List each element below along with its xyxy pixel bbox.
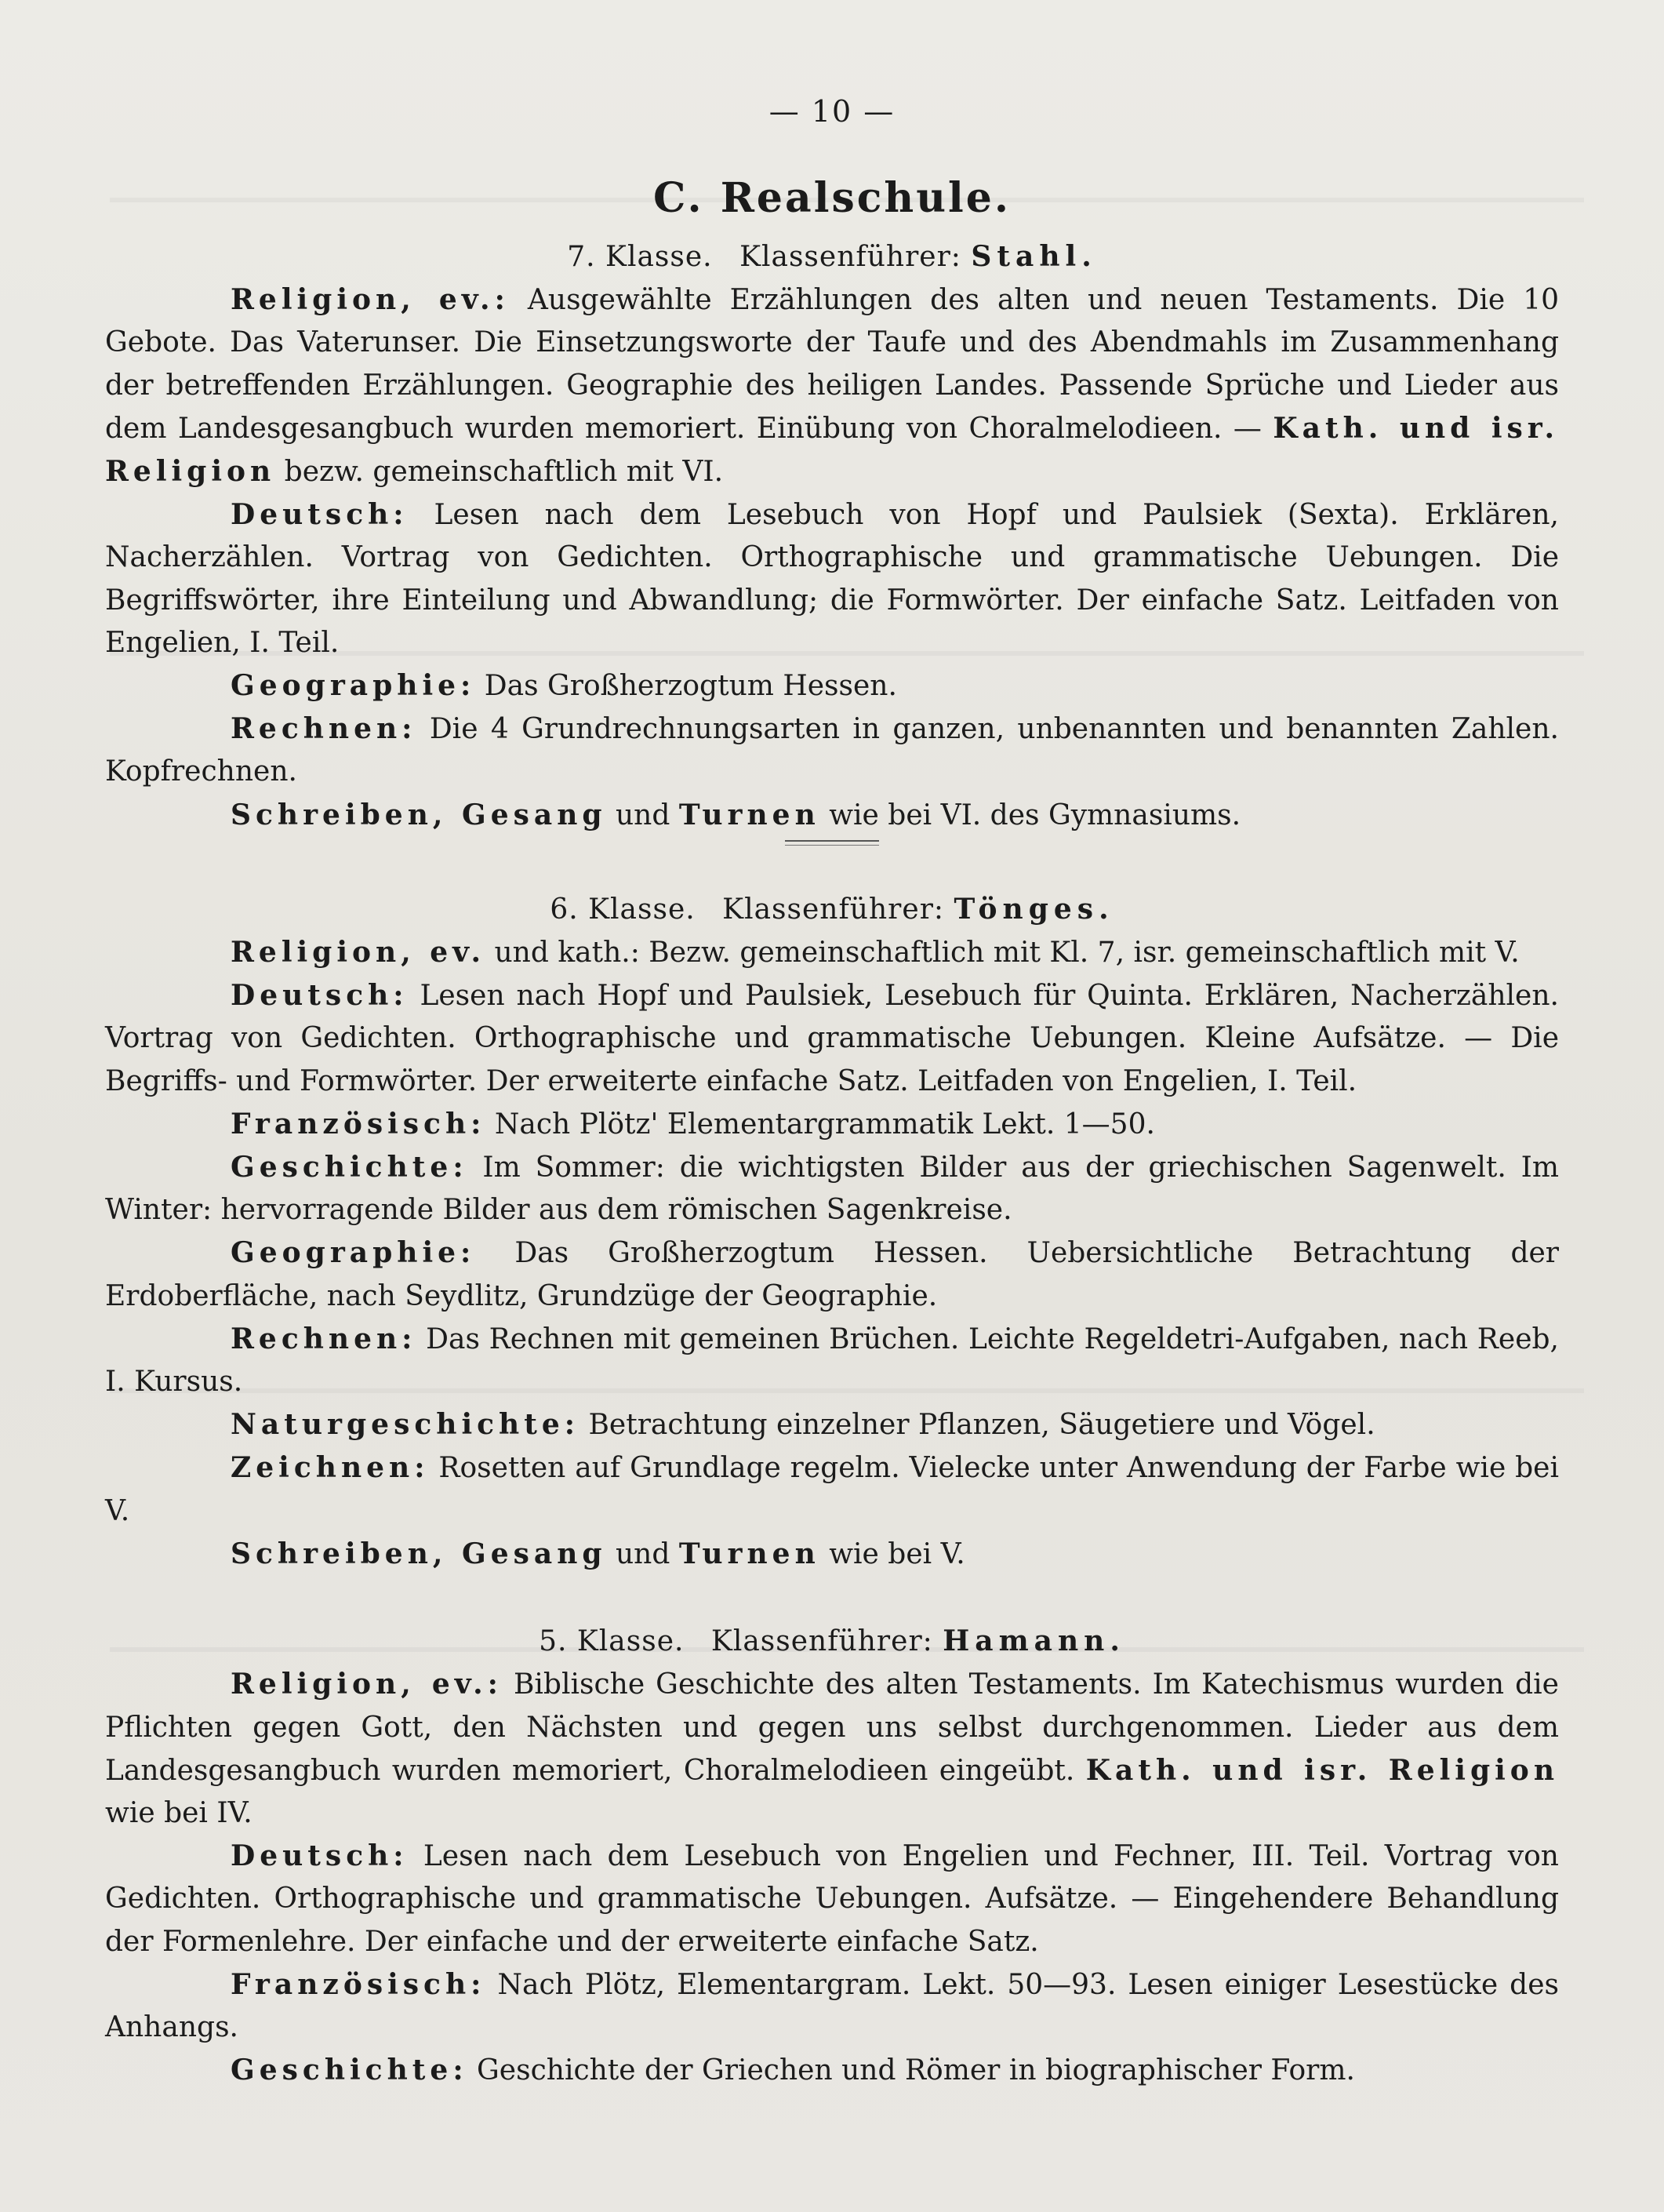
subject-paragraph — [105, 1403, 1559, 1446]
class-label: 5. Klasse. — [539, 1625, 685, 1658]
class-leader-label: Klassenführer: — [739, 241, 961, 273]
subject-text: Lesen nach dem Lesebuch von Engelien und Fechner, III. Teil. Vortrag von Gedichten. Orthographische und grammatische Uebungen. Aufsätze. — Eingehendere Behandlung der Formenlehre. Der einfache und der erweiterte einfache Satz. — [105, 1840, 1559, 1958]
subject-paragraph — [105, 974, 1559, 1103]
subject-name: Turnen — [678, 798, 820, 831]
subject-paragraph — [105, 1533, 1559, 1576]
subject-name: Französisch: — [231, 1107, 486, 1141]
subject-name: Zeichnen: — [231, 1451, 430, 1485]
subject-paragraph — [105, 1963, 1559, 2049]
subject-name: Kath. und isr. Religion — [105, 411, 1559, 489]
subject-text: Im Sommer: die wichtigsten Bilder aus der griechischen Sagenwelt. Im Winter: hervorragende Bilder aus dem römischen Sagenkreise. — [105, 1151, 1559, 1227]
class-leader-label: Klassenführer: — [722, 893, 945, 926]
subject-name: Geographie: — [231, 669, 476, 703]
subject-paragraph — [105, 1663, 1559, 1835]
subject-text: und — [606, 799, 679, 831]
subject-paragraph — [105, 1146, 1559, 1232]
subject-text: bezw. gemeinschaftlich mit VI. — [275, 456, 724, 489]
subject-text: wie bei IV. — [105, 1796, 253, 1829]
subject-text: Nach Plötz' Elementargrammatik Lekt. 1—50. — [485, 1108, 1155, 1141]
class-leader: Stahl. — [971, 240, 1097, 273]
subject-name: Geschichte: — [231, 2054, 468, 2087]
subject-text: Das Großherzogtum Hessen. — [475, 670, 897, 703]
subject-paragraph — [105, 1446, 1559, 1532]
subject-name: Rechnen: — [231, 712, 417, 746]
subject-paragraph — [105, 1318, 1559, 1403]
page-number: — 10 — — [768, 94, 896, 129]
subject-name: Deutsch: — [231, 1839, 409, 1873]
subject-name: Turnen — [678, 1537, 820, 1570]
subject-paragraph — [105, 1835, 1559, 1963]
subject-name: Schreiben, Gesang — [231, 1537, 607, 1570]
class-heading — [105, 888, 1559, 931]
subject-name: Religion, ev. — [231, 936, 486, 970]
spacer — [105, 846, 1559, 888]
class-leader: Hamann. — [943, 1624, 1125, 1658]
subject-name: Kath. und isr. Religion — [1085, 1753, 1559, 1787]
subject-text: Lesen nach Hopf und Paulsiek, Lesebuch für Quinta. Erklären, Nacherzählen. Vortrag von Gedichten. Orthographische und grammatische Uebungen. Kleine Aufsätze. — Die Begriffs- und Formwörter. Der erweiterte einfache Satz. Leitfaden von Engelien, I. Teil. — [105, 980, 1559, 1097]
subject-paragraph — [105, 1232, 1559, 1317]
subject-name: Deutsch: — [231, 498, 409, 532]
subject-text: Das Großherzogtum Hessen. Uebersichtliche Betrachtung der Erdoberfläche, nach Seydlitz, Grundzüge der Geographie. — [105, 1237, 1559, 1312]
subject-paragraph — [105, 1103, 1559, 1146]
subject-text: wie bei V. — [819, 1537, 965, 1570]
subject-paragraph — [105, 2049, 1559, 2092]
subject-name: Deutsch: — [231, 979, 409, 1013]
subject-name: Religion, ev.: — [231, 1668, 503, 1701]
subject-text: Ausgewählte Erzählungen des alten und neuen Testaments. Die 10 Gebote. Das Vaterunser. Die Einsetzungsworte der Taufe und des Abendmahls im Zusammenhang der betreffenden Erzählungen. Geographie des heiligen Landes. Passende Sprüche und Lieder aus dem Landesgesangbuch wurden memoriert. Einübung von Choralmelodieen. — — [105, 284, 1560, 445]
subject-name: Religion, ev.: — [231, 283, 510, 317]
subject-text: Biblische Geschichte des alten Testaments. Im Katechismus wurden die Pflichten gegen Gott, den Nächsten und gegen uns selbst durchgenommen. Lieder aus dem Landesgesangbuch wurden memoriert, Choralmelodieen eingeübt. — [105, 1668, 1559, 1787]
subject-text: Rosetten auf Grundlage regelm. Vielecke unter Anwendung der Farbe wie bei V. — [105, 1452, 1559, 1527]
subject-paragraph — [105, 931, 1559, 974]
section-divider — [785, 840, 879, 846]
document-body — [105, 235, 1559, 2092]
subject-text: Geschichte der Griechen und Römer in biographischer Form. — [467, 2054, 1355, 2087]
subject-paragraph — [105, 794, 1559, 837]
subject-text: Das Rechnen mit gemeinen Brüchen. Leichte Regeldetri-Aufgaben, nach Reeb, I. Kursus. — [105, 1322, 1559, 1399]
subject-text: Die 4 Grundrechnungsarten in ganzen, unbenannten und benannten Zahlen. Kopfrechnen. — [105, 713, 1559, 788]
subject-paragraph — [105, 278, 1559, 493]
spacer — [105, 1576, 1559, 1620]
subject-paragraph — [105, 493, 1559, 664]
subject-name: Naturgeschichte: — [231, 1408, 580, 1442]
class-label: 7. Klasse. — [567, 241, 713, 273]
subject-name: Schreiben, Gesang — [231, 798, 607, 831]
subject-paragraph — [105, 708, 1559, 793]
subject-name: Französisch: — [231, 1967, 486, 2001]
section-title: C. Realschule. — [653, 174, 1011, 222]
subject-text: und kath.: Bezw. gemeinschaftlich mit Kl. 7, isr. gemeinschaftlich mit V. — [485, 937, 1520, 970]
class-heading — [105, 1620, 1559, 1663]
subject-name: Rechnen: — [231, 1322, 417, 1355]
class-label: 6. Klasse. — [550, 893, 696, 926]
subject-name: Geschichte: — [231, 1151, 468, 1184]
subject-paragraph — [105, 664, 1559, 708]
subject-text: Lesen nach dem Lesebuch von Hopf und Paulsiek (Sexta). Erklären, Nacherzählen. Vortrag von Gedichten. Orthographische und grammatische Uebungen. Die Begriffswörter, ihre Einteilung und Abwandlung; die Formwörter. Der einfache Satz. Leitfaden von Engelien, I. Teil. — [105, 499, 1559, 659]
subject-text: Betrachtung einzelner Pflanzen, Säugetiere und Vögel. — [579, 1409, 1375, 1442]
subject-text: Nach Plötz, Elementargram. Lekt. 50—93. Lesen einiger Lesestücke des Anhangs. — [105, 1968, 1559, 2043]
class-leader: Tönges. — [954, 892, 1114, 926]
class-heading — [105, 235, 1559, 278]
subject-text: und — [606, 1537, 679, 1570]
subject-text: wie bei VI. des Gymnasiums. — [819, 799, 1241, 831]
subject-name: Geographie: — [231, 1236, 476, 1270]
class-leader-label: Klassenführer: — [710, 1625, 933, 1658]
